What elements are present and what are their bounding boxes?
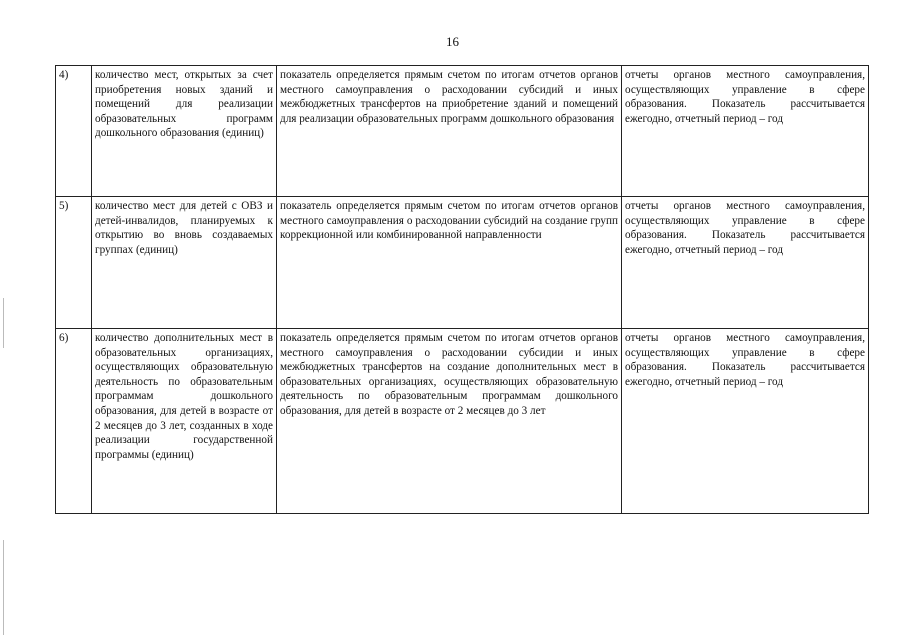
indicator-name: количество дополнительных мест в образовательных организациях, осуществляющих образовательную деятельность по образовательным программам дошкольного образования, для детей в возрасте от 2 месяцев до 3 лет, созданных в ходе реализации государственной программы (единиц) <box>92 329 277 514</box>
data-source: отчеты органов местного самоуправления, осуществляющих управление в сфере образования. Показатель рассчитывается ежегодно, отчетный период – год <box>622 197 869 329</box>
data-source: отчеты органов местного самоуправления, осуществляющих управление в сфере образования. Показатель рассчитывается ежегодно, отчетный период – год <box>622 329 869 514</box>
margin-line-bottom <box>3 540 4 635</box>
row-number: 6) <box>56 329 92 514</box>
row-number: 5) <box>56 197 92 329</box>
calculation-method: показатель определяется прямым счетом по итогам отчетов органов местного самоуправления о расходовании субсидий и иных межбюджетных трансфертов на приобретение зданий и помещений для реализации образовательных программ дошкольного образования <box>277 66 622 197</box>
indicator-name: количество мест для детей с ОВЗ и детей-инвалидов, планируемых к открытию во вновь создаваемых группах (единиц) <box>92 197 277 329</box>
margin-line-top <box>3 298 4 348</box>
row-number: 4) <box>56 66 92 197</box>
indicator-name: количество мест, открытых за счет приобретения новых зданий и помещений для реализации образовательных программ дошкольного образования (единиц) <box>92 66 277 197</box>
indicators-table <box>55 65 869 514</box>
calculation-method: показатель определяется прямым счетом по итогам отчетов органов местного самоуправления о расходовании субсидий на создание групп коррекционной или комбинированной направленности <box>277 197 622 329</box>
page-number: 16 <box>446 34 459 49</box>
table-row <box>56 66 869 197</box>
calculation-method: показатель определяется прямым счетом по итогам отчетов органов местного самоуправления о расходовании субсидии и иных межбюджетных трансфертов на создание дополнительных мест в образовательных организациях, осуществляющих образовательную деятельность по образовательным программам дошкольного образования, для детей в возрасте от 2 месяцев до 3 лет <box>277 329 622 514</box>
table-row <box>56 197 869 329</box>
table-row <box>56 329 869 514</box>
data-source: отчеты органов местного самоуправления, осуществляющих управление в сфере образования. Показатель рассчитывается ежегодно, отчетный период – год <box>622 66 869 197</box>
